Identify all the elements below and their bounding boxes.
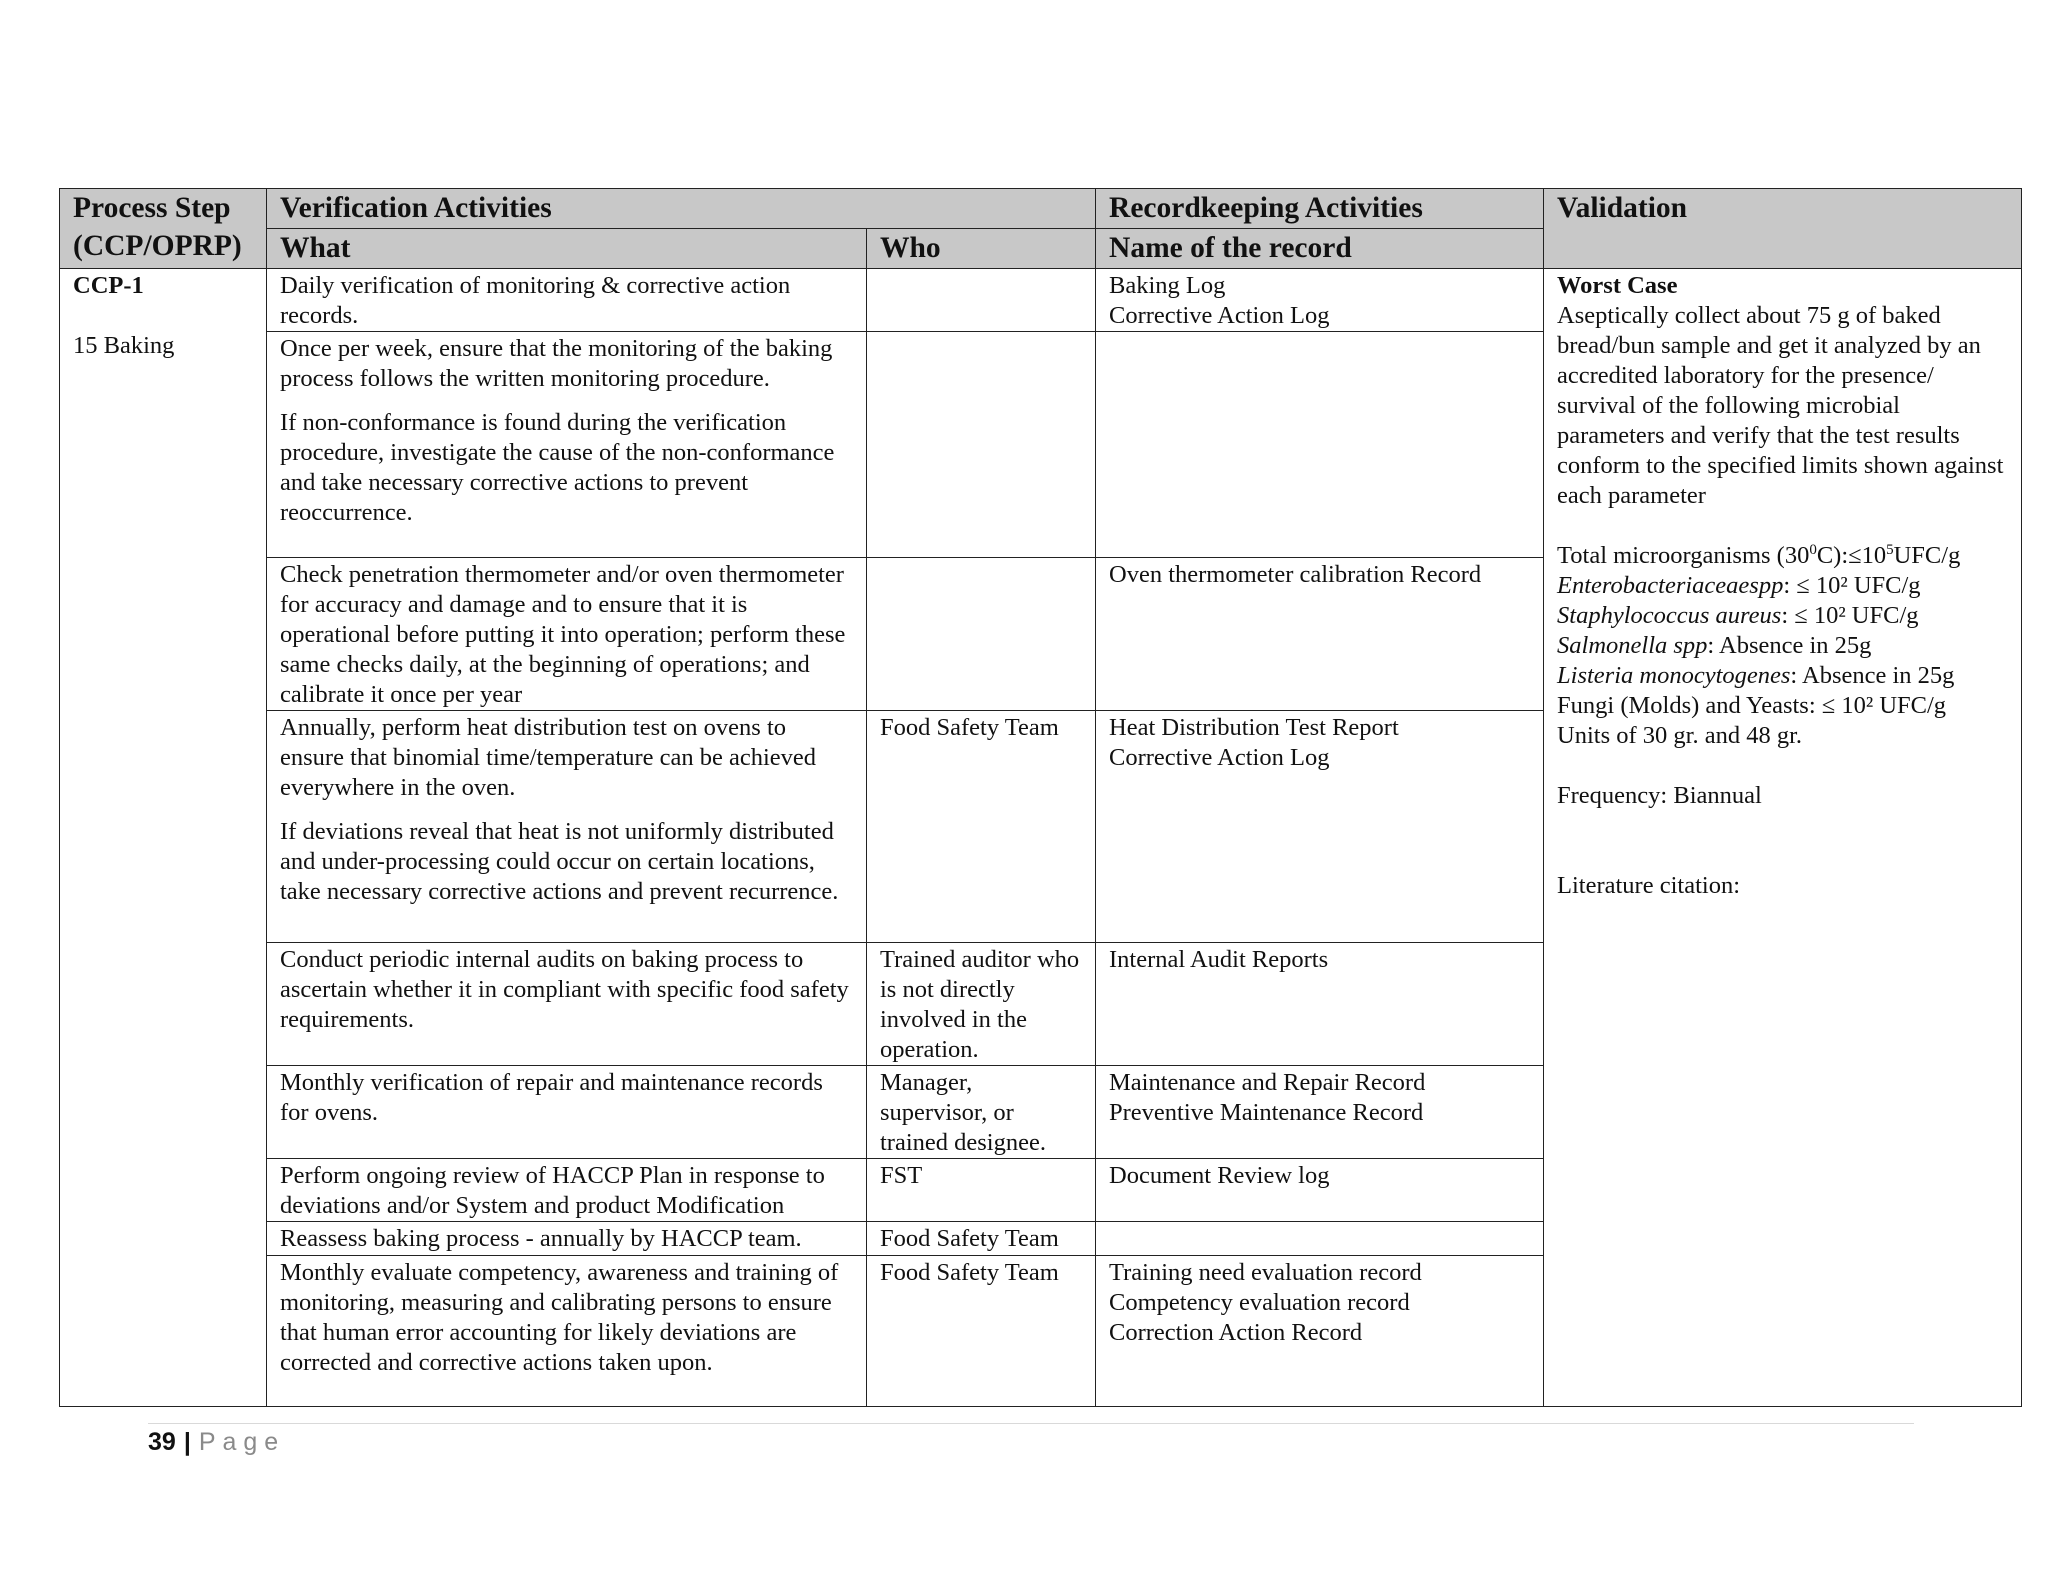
record-cell: Oven thermometer calibration Record: [1096, 558, 1544, 711]
limit-salmonella: Salmonella spp: Absence in 25g: [1557, 632, 1872, 659]
record-cell: Document Review log: [1096, 1159, 1544, 1222]
what-cell: Conduct periodic internal audits on baking process to ascertain whether it in compliant with specific food safety requirements.: [267, 943, 867, 1066]
sample-units: Units of 30 gr. and 48 gr.: [1557, 722, 1803, 749]
record-cell: Baking Log Corrective Action Log: [1096, 269, 1544, 332]
who-cell: FST: [867, 1159, 1096, 1222]
who-cell: [867, 332, 1096, 558]
page-word: Page: [198, 1428, 286, 1456]
literature-citation: Literature citation:: [1557, 872, 1740, 899]
record-cell: [1096, 1222, 1544, 1256]
page-number: 39: [148, 1428, 176, 1456]
who-cell: [867, 558, 1096, 711]
what-cell: Perform ongoing review of HACCP Plan in response to deviations and/or System and product Modification: [267, 1159, 867, 1222]
header-recordkeeping-activities: Recordkeeping Activities: [1096, 189, 1544, 229]
what-cell: Monthly evaluate competency, awareness and training of monitoring, measuring and calibrating persons to ensure that human error accounting for likely deviations are corrected and corrective actions taken upon.: [267, 1256, 867, 1407]
what-cell: Once per week, ensure that the monitoring of the baking process follows the written monitoring procedure. If non-conformance is found during the verification procedure, investigate the cause of the non-conformance and take necessary corrective actions to prevent reoccurrence.: [267, 332, 867, 558]
what-cell: Reassess baking process - annually by HACCP team.: [267, 1222, 867, 1256]
record-cell: Training need evaluation record Competency evaluation record Correction Action Record: [1096, 1256, 1544, 1407]
header-name-of-record: Name of the record: [1096, 229, 1544, 269]
limit-listeria: Listeria monocytogenes: Absence in 25g: [1557, 662, 1955, 689]
validation-heading: Worst Case: [1557, 272, 1678, 299]
limit-enterobacteriaceae: Enterobacteriaceaespp: ≤ 10² UFC/g: [1557, 572, 1921, 599]
header-who: Who: [867, 229, 1096, 269]
haccp-verification-table: [59, 188, 2022, 1407]
what-cell: Check penetration thermometer and/or oven thermometer for accuracy and damage and to ensure that it is operational before putting it into operation; perform these same checks daily, at the beginning of operations; and calibrate it once per year: [267, 558, 867, 711]
validation-intro: Aseptically collect about 75 g of baked bread/bun sample and get it analyzed by an accredited laboratory for the presence/ survival of the following microbial parameters and verify that the test results conform to the specified limits shown against each parameter: [1557, 302, 2004, 509]
header-verification-activities: Verification Activities: [267, 189, 1096, 229]
what-cell: Daily verification of monitoring & corrective action records.: [267, 269, 867, 332]
process-step-label: 15 Baking: [73, 332, 175, 359]
header-validation: Validation: [1544, 189, 2022, 269]
record-cell: [1096, 332, 1544, 558]
who-cell: Manager, supervisor, or trained designee.: [867, 1066, 1096, 1159]
process-step-cell: [60, 269, 267, 1407]
who-cell: [867, 269, 1096, 332]
footer-separator: |: [183, 1428, 191, 1456]
who-cell: Food Safety Team: [867, 1256, 1096, 1407]
limit-total-microorganisms: Total microorganisms $(30^0C):\le 10^5UFC/g$: [1557, 541, 1961, 569]
frequency: Frequency: Biannual: [1557, 782, 1762, 809]
what-cell: Annually, perform heat distribution test on ovens to ensure that binomial time/temperature can be achieved everywhere in the oven. If deviations reveal that heat is not uniformly distributed and under-processing could occur on certain locations, take necessary corrective actions and prevent recurrence.: [267, 711, 867, 943]
who-cell: Trained auditor who is not directly involved in the operation.: [867, 943, 1096, 1066]
page-footer: [148, 1428, 285, 1457]
footer-divider: [148, 1423, 1914, 1424]
validation-cell: [1544, 269, 2022, 1407]
record-cell: Internal Audit Reports: [1096, 943, 1544, 1066]
limit-fungi: Fungi (Molds) and Yeasts: ≤ 10² UFC/g: [1557, 692, 1947, 719]
who-cell: Food Safety Team: [867, 1222, 1096, 1256]
ccp-label: CCP-1: [73, 272, 144, 299]
what-cell: Monthly verification of repair and maintenance records for ovens.: [267, 1066, 867, 1159]
limit-staphylococcus: Staphylococcus aureus: ≤ 10² UFC/g: [1557, 602, 1919, 629]
record-cell: Maintenance and Repair Record Preventive Maintenance Record: [1096, 1066, 1544, 1159]
header-what: What: [267, 229, 867, 269]
who-cell: Food Safety Team: [867, 711, 1096, 943]
header-process-step: Process Step (CCP/OPRP): [60, 189, 267, 269]
record-cell: Heat Distribution Test Report Corrective Action Log: [1096, 711, 1544, 943]
